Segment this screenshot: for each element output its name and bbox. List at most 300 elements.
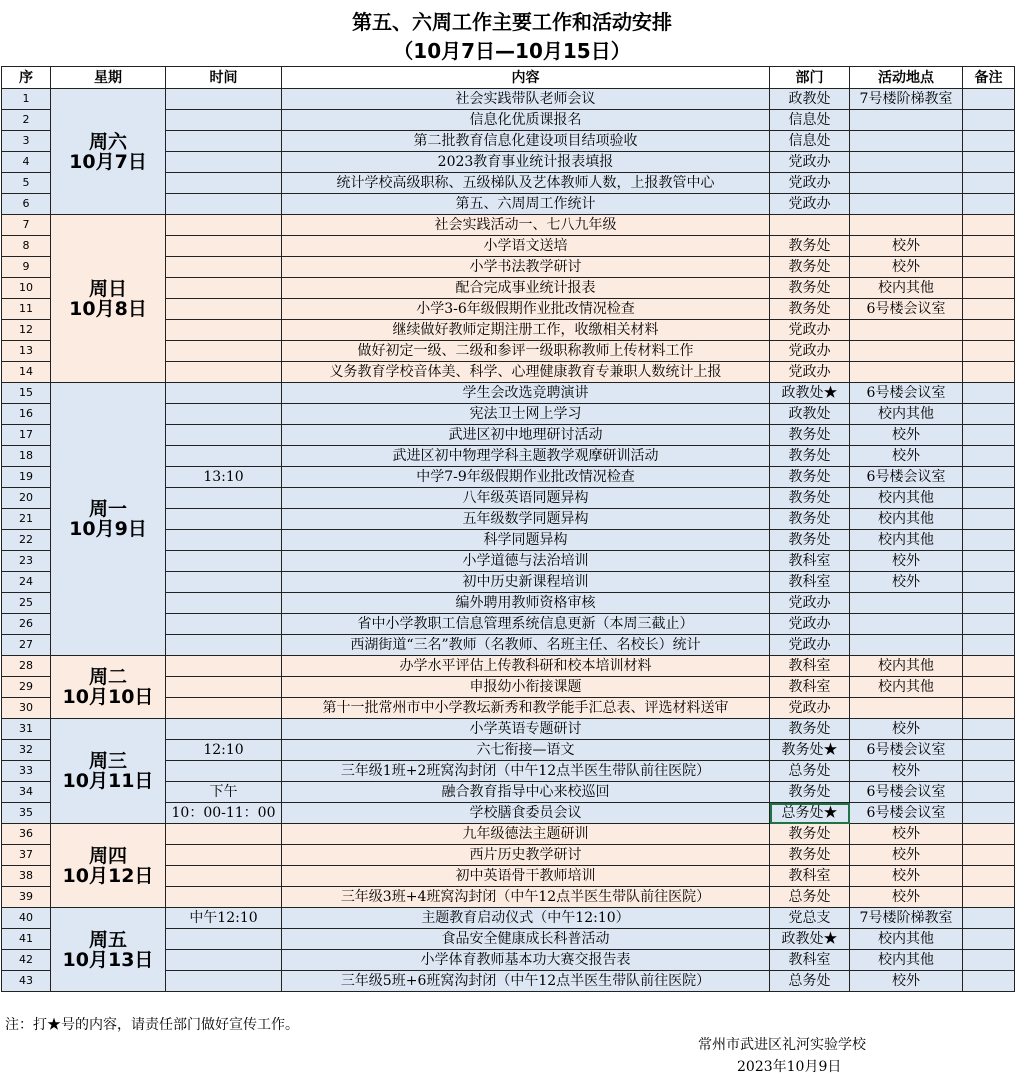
- cell-time[interactable]: 10：00-11：00: [166, 803, 282, 824]
- table-row: [2, 656, 1015, 677]
- cell-content[interactable]: 六七衔接—语文: [282, 740, 770, 761]
- header-dept[interactable]: 部门: [770, 67, 850, 89]
- cell-time[interactable]: [166, 593, 282, 614]
- cell-content[interactable]: 办学水平评估上传教科研和校本培训材料: [282, 656, 770, 677]
- cell-place[interactable]: 6号楼会议室: [850, 467, 963, 488]
- cell-remark[interactable]: [963, 614, 1015, 635]
- cell-place[interactable]: 校外: [850, 236, 963, 257]
- cell-seq[interactable]: 26: [2, 614, 51, 635]
- weekday-label: 周三: [88, 750, 127, 772]
- cell-content[interactable]: 三年级3班+4班窝沟封闭（中午12点半医生带队前往医院）: [282, 887, 770, 908]
- cell-remark[interactable]: [963, 236, 1015, 257]
- cell-dept[interactable]: 教务处: [770, 467, 850, 488]
- cell-content[interactable]: 信息化优质课报名: [282, 110, 770, 131]
- cell-time[interactable]: [166, 824, 282, 845]
- weekday-label: 周二: [88, 666, 127, 688]
- cell-remark[interactable]: [963, 404, 1015, 425]
- cell-time[interactable]: [166, 236, 282, 257]
- cell-dept[interactable]: 党政办: [770, 320, 850, 341]
- cell-place[interactable]: 校外: [850, 572, 963, 593]
- cell-dept[interactable]: 教务处: [770, 446, 850, 467]
- cell-seq[interactable]: 16: [2, 404, 51, 425]
- cell-seq[interactable]: 2: [2, 110, 51, 131]
- cell-content[interactable]: 继续做好教师定期注册工作，收缴相关材料: [282, 320, 770, 341]
- cell-place[interactable]: 6号楼会议室: [850, 383, 963, 404]
- cell-seq[interactable]: 20: [2, 488, 51, 509]
- cell-dept[interactable]: 信息处: [770, 110, 850, 131]
- date-label: 10月13日: [62, 948, 154, 971]
- cell-time[interactable]: [166, 551, 282, 572]
- cell-seq[interactable]: 39: [2, 887, 51, 908]
- cell-seq[interactable]: 43: [2, 971, 51, 992]
- cell-seq[interactable]: 35: [2, 803, 51, 824]
- cell-seq[interactable]: 13: [2, 341, 51, 362]
- cell-place[interactable]: [850, 593, 963, 614]
- cell-time[interactable]: [166, 929, 282, 950]
- cell-place[interactable]: [850, 131, 963, 152]
- cell-place[interactable]: 6号楼会议室: [850, 782, 963, 803]
- table-row: [2, 824, 1015, 845]
- cell-seq[interactable]: 6: [2, 194, 51, 215]
- cell-dept[interactable]: 教科室: [770, 677, 850, 698]
- cell-dept[interactable]: 教务处: [770, 782, 850, 803]
- cell-remark[interactable]: [963, 446, 1015, 467]
- signature-date: 2023年10月9日: [737, 1059, 842, 1075]
- table-row: [2, 89, 1015, 110]
- cell-place[interactable]: 校外: [850, 257, 963, 278]
- cell-dept[interactable]: 总务处: [770, 761, 850, 782]
- cell-dept[interactable]: 党政办: [770, 593, 850, 614]
- cell-weekday[interactable]: [51, 89, 166, 215]
- cell-dept[interactable]: 教务处: [770, 236, 850, 257]
- cell-seq[interactable]: 37: [2, 845, 51, 866]
- cell-remark[interactable]: [963, 551, 1015, 572]
- cell-time[interactable]: [166, 194, 282, 215]
- cell-content[interactable]: 社会实践活动一、七八九年级: [282, 215, 770, 236]
- cell-place[interactable]: 校外: [850, 446, 963, 467]
- cell-content[interactable]: 学生会改选竞聘演讲: [282, 383, 770, 404]
- cell-seq[interactable]: 41: [2, 929, 51, 950]
- cell-content[interactable]: 宪法卫士网上学习: [282, 404, 770, 425]
- cell-seq[interactable]: 27: [2, 635, 51, 656]
- cell-weekday[interactable]: [51, 908, 166, 992]
- cell-place[interactable]: 7号楼阶梯教室: [850, 908, 963, 929]
- cell-seq[interactable]: 42: [2, 950, 51, 971]
- cell-place[interactable]: 校内其他: [850, 950, 963, 971]
- cell-place[interactable]: 校外: [850, 824, 963, 845]
- cell-weekday[interactable]: [51, 719, 166, 824]
- cell-content[interactable]: 编外聘用教师资格审核: [282, 593, 770, 614]
- cell-remark[interactable]: [963, 425, 1015, 446]
- cell-content[interactable]: 小学英语专题研讨: [282, 719, 770, 740]
- cell-remark[interactable]: [963, 89, 1015, 110]
- cell-dept[interactable]: 教科室: [770, 950, 850, 971]
- cell-seq[interactable]: 29: [2, 677, 51, 698]
- cell-dept[interactable]: 政教处: [770, 404, 850, 425]
- cell-seq[interactable]: 33: [2, 761, 51, 782]
- cell-seq[interactable]: 5: [2, 173, 51, 194]
- cell-place[interactable]: 校外: [850, 719, 963, 740]
- header-place[interactable]: 活动地点: [850, 67, 963, 89]
- schedule-table: [1, 66, 1015, 992]
- cell-dept[interactable]: 党政办: [770, 614, 850, 635]
- cell-content[interactable]: 社会实践带队老师会议: [282, 89, 770, 110]
- cell-place[interactable]: 校内其他: [850, 404, 963, 425]
- cell-time[interactable]: [166, 152, 282, 173]
- weekday-label: 周四: [88, 844, 127, 867]
- cell-remark[interactable]: [963, 152, 1015, 173]
- cell-time[interactable]: [166, 404, 282, 425]
- cell-seq[interactable]: 23: [2, 551, 51, 572]
- schedule-body: [2, 89, 1015, 992]
- cell-dept[interactable]: 教务处: [770, 425, 850, 446]
- table-row: [2, 908, 1015, 929]
- cell-seq[interactable]: 14: [2, 362, 51, 383]
- cell-remark[interactable]: [963, 908, 1015, 929]
- cell-place[interactable]: [850, 194, 963, 215]
- page-subtitle: （10月7日—10月15日）: [393, 39, 631, 63]
- cell-seq[interactable]: 17: [2, 425, 51, 446]
- cell-remark[interactable]: [963, 866, 1015, 887]
- cell-remark[interactable]: [963, 215, 1015, 236]
- cell-dept[interactable]: 政教处★: [770, 383, 850, 404]
- cell-remark[interactable]: [963, 341, 1015, 362]
- cell-remark[interactable]: [963, 257, 1015, 278]
- cell-dept[interactable]: 总务处★: [770, 803, 850, 824]
- cell-place[interactable]: [850, 635, 963, 656]
- cell-time[interactable]: [166, 677, 282, 698]
- cell-remark[interactable]: [963, 467, 1015, 488]
- signature-org: 常州市武进区礼河实验学校: [698, 1037, 866, 1053]
- cell-place[interactable]: [850, 341, 963, 362]
- cell-dept[interactable]: 党政办: [770, 173, 850, 194]
- cell-time[interactable]: [166, 635, 282, 656]
- cell-remark[interactable]: [963, 509, 1015, 530]
- cell-place[interactable]: 校内其他: [850, 530, 963, 551]
- weekday-label: 周日: [88, 277, 127, 300]
- cell-time[interactable]: [166, 383, 282, 404]
- header-row: [2, 67, 1015, 89]
- cell-content[interactable]: 初中历史新课程培训: [282, 572, 770, 593]
- cell-time[interactable]: [166, 971, 282, 992]
- cell-seq[interactable]: 36: [2, 824, 51, 845]
- cell-dept[interactable]: 总务处: [770, 887, 850, 908]
- cell-place[interactable]: [850, 320, 963, 341]
- cell-content[interactable]: 小学书法教学研讨: [282, 257, 770, 278]
- cell-place[interactable]: 校外: [850, 761, 963, 782]
- cell-time[interactable]: 13:10: [166, 467, 282, 488]
- cell-seq[interactable]: 25: [2, 593, 51, 614]
- cell-content[interactable]: 三年级1班+2班窝沟封闭（中午12点半医生带队前往医院）: [282, 761, 770, 782]
- cell-dept[interactable]: 教务处: [770, 488, 850, 509]
- cell-remark[interactable]: [963, 278, 1015, 299]
- cell-remark[interactable]: [963, 677, 1015, 698]
- cell-dept[interactable]: 教科室: [770, 572, 850, 593]
- cell-dept[interactable]: 总务处: [770, 971, 850, 992]
- cell-content[interactable]: 2023教育事业统计报表填报: [282, 152, 770, 173]
- cell-place[interactable]: [850, 173, 963, 194]
- cell-content[interactable]: 学校膳食委员会议: [282, 803, 770, 824]
- header-remark[interactable]: 备注: [963, 67, 1015, 89]
- cell-place[interactable]: 校内其他: [850, 929, 963, 950]
- date-label: 10月9日: [69, 518, 147, 540]
- cell-time[interactable]: [166, 341, 282, 362]
- cell-time[interactable]: [166, 173, 282, 194]
- cell-place[interactable]: 校外: [850, 845, 963, 866]
- cell-weekday[interactable]: [51, 656, 166, 719]
- cell-remark[interactable]: [963, 320, 1015, 341]
- header-weekday[interactable]: 星期: [51, 67, 166, 89]
- cell-remark[interactable]: [963, 698, 1015, 719]
- cell-time[interactable]: [166, 530, 282, 551]
- cell-time[interactable]: [166, 425, 282, 446]
- cell-seq[interactable]: 10: [2, 278, 51, 299]
- cell-remark[interactable]: [963, 488, 1015, 509]
- cell-place[interactable]: 校内其他: [850, 656, 963, 677]
- cell-time[interactable]: [166, 656, 282, 677]
- cell-seq[interactable]: 4: [2, 152, 51, 173]
- cell-remark[interactable]: [963, 824, 1015, 845]
- cell-dept[interactable]: 教务处: [770, 845, 850, 866]
- cell-content[interactable]: 小学语文送培: [282, 236, 770, 257]
- cell-remark[interactable]: [963, 719, 1015, 740]
- weekday-label: 周六: [88, 130, 127, 153]
- cell-time[interactable]: [166, 761, 282, 782]
- cell-time[interactable]: [166, 572, 282, 593]
- cell-time[interactable]: [166, 320, 282, 341]
- cell-remark[interactable]: [963, 173, 1015, 194]
- cell-place[interactable]: 校外: [850, 866, 963, 887]
- cell-place[interactable]: 校外: [850, 551, 963, 572]
- cell-place[interactable]: [850, 215, 963, 236]
- cell-content[interactable]: 第五、六周周工作统计: [282, 194, 770, 215]
- cell-remark[interactable]: [963, 383, 1015, 404]
- cell-time[interactable]: [166, 950, 282, 971]
- cell-dept[interactable]: 教科室: [770, 551, 850, 572]
- cell-dept[interactable]: [770, 215, 850, 236]
- cell-seq[interactable]: 7: [2, 215, 51, 236]
- cell-dept[interactable]: 党政办: [770, 362, 850, 383]
- cell-content[interactable]: 主题教育启动仪式（中午12:10）: [282, 908, 770, 929]
- cell-seq[interactable]: 21: [2, 509, 51, 530]
- cell-content[interactable]: 小学3-6年级假期作业批改情况检查: [282, 299, 770, 320]
- cell-content[interactable]: 食品安全健康成长科普活动: [282, 929, 770, 950]
- cell-dept[interactable]: 教务处: [770, 509, 850, 530]
- cell-content[interactable]: 第十一批常州市中小学教坛新秀和教学能手汇总表、评选材料送审: [282, 698, 770, 719]
- cell-remark[interactable]: [963, 782, 1015, 803]
- cell-seq[interactable]: 31: [2, 719, 51, 740]
- cell-remark[interactable]: [963, 635, 1015, 656]
- cell-content[interactable]: 武进区初中地理研讨活动: [282, 425, 770, 446]
- cell-place[interactable]: 6号楼会议室: [850, 740, 963, 761]
- cell-time[interactable]: [166, 215, 282, 236]
- cell-remark[interactable]: [963, 929, 1015, 950]
- cell-content[interactable]: 初中英语骨干教师培训: [282, 866, 770, 887]
- cell-dept[interactable]: 教科室: [770, 656, 850, 677]
- cell-weekday[interactable]: [51, 383, 166, 656]
- cell-remark[interactable]: [963, 131, 1015, 152]
- date-label: 10月12日: [62, 864, 154, 887]
- cell-time[interactable]: [166, 614, 282, 635]
- cell-content[interactable]: 申报幼小衔接课题: [282, 677, 770, 698]
- cell-dept[interactable]: 党政办: [770, 194, 850, 215]
- cell-dept[interactable]: 党总支: [770, 908, 850, 929]
- cell-weekday[interactable]: [51, 215, 166, 383]
- cell-time[interactable]: [166, 257, 282, 278]
- footnote: 注：打★号的内容，请责任部门做好宣传工作。: [5, 1017, 299, 1033]
- cell-dept[interactable]: 教务处: [770, 824, 850, 845]
- date-label: 10月8日: [69, 297, 147, 320]
- cell-time[interactable]: [166, 446, 282, 467]
- cell-content[interactable]: 西片历史教学研讨: [282, 845, 770, 866]
- date-label: 10月11日: [62, 770, 154, 792]
- cell-seq[interactable]: 28: [2, 656, 51, 677]
- cell-place[interactable]: 7号楼阶梯教室: [850, 89, 963, 110]
- cell-remark[interactable]: [963, 845, 1015, 866]
- cell-remark[interactable]: [963, 656, 1015, 677]
- cell-seq[interactable]: 18: [2, 446, 51, 467]
- cell-content[interactable]: 八年级英语同题异构: [282, 488, 770, 509]
- cell-time[interactable]: [166, 131, 282, 152]
- cell-seq[interactable]: 40: [2, 908, 51, 929]
- cell-seq[interactable]: 34: [2, 782, 51, 803]
- cell-content[interactable]: 武进区初中物理学科主题教学观摩研训活动: [282, 446, 770, 467]
- page-title: 第五、六周工作主要工作和活动安排: [352, 10, 672, 34]
- cell-content[interactable]: 小学体育教师基本功大赛交报告表: [282, 950, 770, 971]
- cell-content[interactable]: 省中小学教职工信息管理系统信息更新（本周三截止）: [282, 614, 770, 635]
- cell-content[interactable]: 义务教育学校音体美、科学、心理健康教育专兼职人数统计上报: [282, 362, 770, 383]
- cell-seq[interactable]: 1: [2, 89, 51, 110]
- table-row: [2, 719, 1015, 740]
- cell-seq[interactable]: 22: [2, 530, 51, 551]
- cell-seq[interactable]: 15: [2, 383, 51, 404]
- cell-content[interactable]: 三年级5班+6班窝沟封闭（中午12点半医生带队前往医院）: [282, 971, 770, 992]
- cell-dept[interactable]: 教务处: [770, 257, 850, 278]
- table-row: [2, 215, 1015, 236]
- cell-seq[interactable]: 8: [2, 236, 51, 257]
- cell-seq[interactable]: 3: [2, 131, 51, 152]
- cell-content[interactable]: 西湖街道“三名”教师（名教师、名班主任、名校长）统计: [282, 635, 770, 656]
- cell-remark[interactable]: [963, 803, 1015, 824]
- cell-content[interactable]: 五年级数学同题异构: [282, 509, 770, 530]
- cell-dept[interactable]: 教务处: [770, 719, 850, 740]
- cell-place[interactable]: 校内其他: [850, 488, 963, 509]
- cell-content[interactable]: 统计学校高级职称、五级梯队及艺体教师人数，上报教管中心: [282, 173, 770, 194]
- cell-remark[interactable]: [963, 110, 1015, 131]
- cell-dept[interactable]: 教科室: [770, 866, 850, 887]
- cell-dept[interactable]: 教务处★: [770, 740, 850, 761]
- cell-remark[interactable]: [963, 740, 1015, 761]
- cell-remark[interactable]: [963, 887, 1015, 908]
- cell-remark[interactable]: [963, 950, 1015, 971]
- header-time[interactable]: 时间: [166, 67, 282, 89]
- cell-content[interactable]: 融合教育指导中心来校巡回: [282, 782, 770, 803]
- cell-time[interactable]: 中午12:10: [166, 908, 282, 929]
- cell-place[interactable]: 校外: [850, 887, 963, 908]
- cell-remark[interactable]: [963, 299, 1015, 320]
- cell-time[interactable]: [166, 719, 282, 740]
- cell-content[interactable]: 科学同题异构: [282, 530, 770, 551]
- cell-remark[interactable]: [963, 761, 1015, 782]
- cell-place[interactable]: 校内其他: [850, 278, 963, 299]
- cell-content[interactable]: 配合完成事业统计报表: [282, 278, 770, 299]
- cell-time[interactable]: [166, 698, 282, 719]
- cell-dept[interactable]: 信息处: [770, 131, 850, 152]
- cell-place[interactable]: 校内其他: [850, 509, 963, 530]
- cell-time[interactable]: 12:10: [166, 740, 282, 761]
- cell-seq[interactable]: 30: [2, 698, 51, 719]
- cell-place[interactable]: 校外: [850, 425, 963, 446]
- cell-content[interactable]: 九年级德法主题研训: [282, 824, 770, 845]
- cell-content[interactable]: 中学7-9年级假期作业批改情况检查: [282, 467, 770, 488]
- cell-time[interactable]: [166, 89, 282, 110]
- cell-seq[interactable]: 38: [2, 866, 51, 887]
- weekday-label: 周五: [88, 928, 127, 951]
- cell-time[interactable]: [166, 299, 282, 320]
- cell-weekday[interactable]: [51, 824, 166, 908]
- cell-place[interactable]: [850, 614, 963, 635]
- cell-remark[interactable]: [963, 362, 1015, 383]
- cell-content[interactable]: 做好初定一级、二级和参评一级职称教师上传材料工作: [282, 341, 770, 362]
- cell-place[interactable]: 6号楼会议室: [850, 299, 963, 320]
- cell-remark[interactable]: [963, 572, 1015, 593]
- cell-place[interactable]: 6号楼会议室: [850, 803, 963, 824]
- cell-time[interactable]: [166, 278, 282, 299]
- date-label: 10月10日: [62, 686, 154, 708]
- cell-dept[interactable]: 教务处: [770, 530, 850, 551]
- cell-place[interactable]: [850, 110, 963, 131]
- cell-dept[interactable]: 党政办: [770, 152, 850, 173]
- cell-place[interactable]: 校内其他: [850, 677, 963, 698]
- cell-seq[interactable]: 12: [2, 320, 51, 341]
- cell-dept[interactable]: 教务处: [770, 278, 850, 299]
- cell-dept[interactable]: 党政办: [770, 698, 850, 719]
- cell-place[interactable]: 校外: [850, 971, 963, 992]
- header-content[interactable]: 内容: [282, 67, 770, 89]
- cell-dept[interactable]: 党政办: [770, 635, 850, 656]
- cell-time[interactable]: [166, 887, 282, 908]
- cell-seq[interactable]: 19: [2, 467, 51, 488]
- cell-place[interactable]: [850, 698, 963, 719]
- date-label: 10月7日: [69, 150, 147, 173]
- cell-time[interactable]: [166, 509, 282, 530]
- header-seq[interactable]: 序: [2, 67, 51, 89]
- cell-seq[interactable]: 24: [2, 572, 51, 593]
- cell-seq[interactable]: 11: [2, 299, 51, 320]
- cell-dept[interactable]: 教务处: [770, 299, 850, 320]
- cell-remark[interactable]: [963, 593, 1015, 614]
- cell-time[interactable]: [166, 362, 282, 383]
- weekday-label: 周一: [88, 498, 127, 520]
- cell-content[interactable]: 第二批教育信息化建设项目结项验收: [282, 131, 770, 152]
- cell-place[interactable]: [850, 152, 963, 173]
- cell-remark[interactable]: [963, 194, 1015, 215]
- cell-time[interactable]: [166, 110, 282, 131]
- cell-time[interactable]: [166, 866, 282, 887]
- cell-time[interactable]: [166, 845, 282, 866]
- cell-seq[interactable]: 32: [2, 740, 51, 761]
- cell-dept[interactable]: 政教处★: [770, 929, 850, 950]
- cell-content[interactable]: 小学道德与法治培训: [282, 551, 770, 572]
- cell-remark[interactable]: [963, 971, 1015, 992]
- cell-time[interactable]: 下午: [166, 782, 282, 803]
- cell-dept[interactable]: 党政办: [770, 341, 850, 362]
- cell-dept[interactable]: 政教处: [770, 89, 850, 110]
- cell-time[interactable]: [166, 488, 282, 509]
- cell-remark[interactable]: [963, 530, 1015, 551]
- cell-seq[interactable]: 9: [2, 257, 51, 278]
- cell-place[interactable]: [850, 362, 963, 383]
